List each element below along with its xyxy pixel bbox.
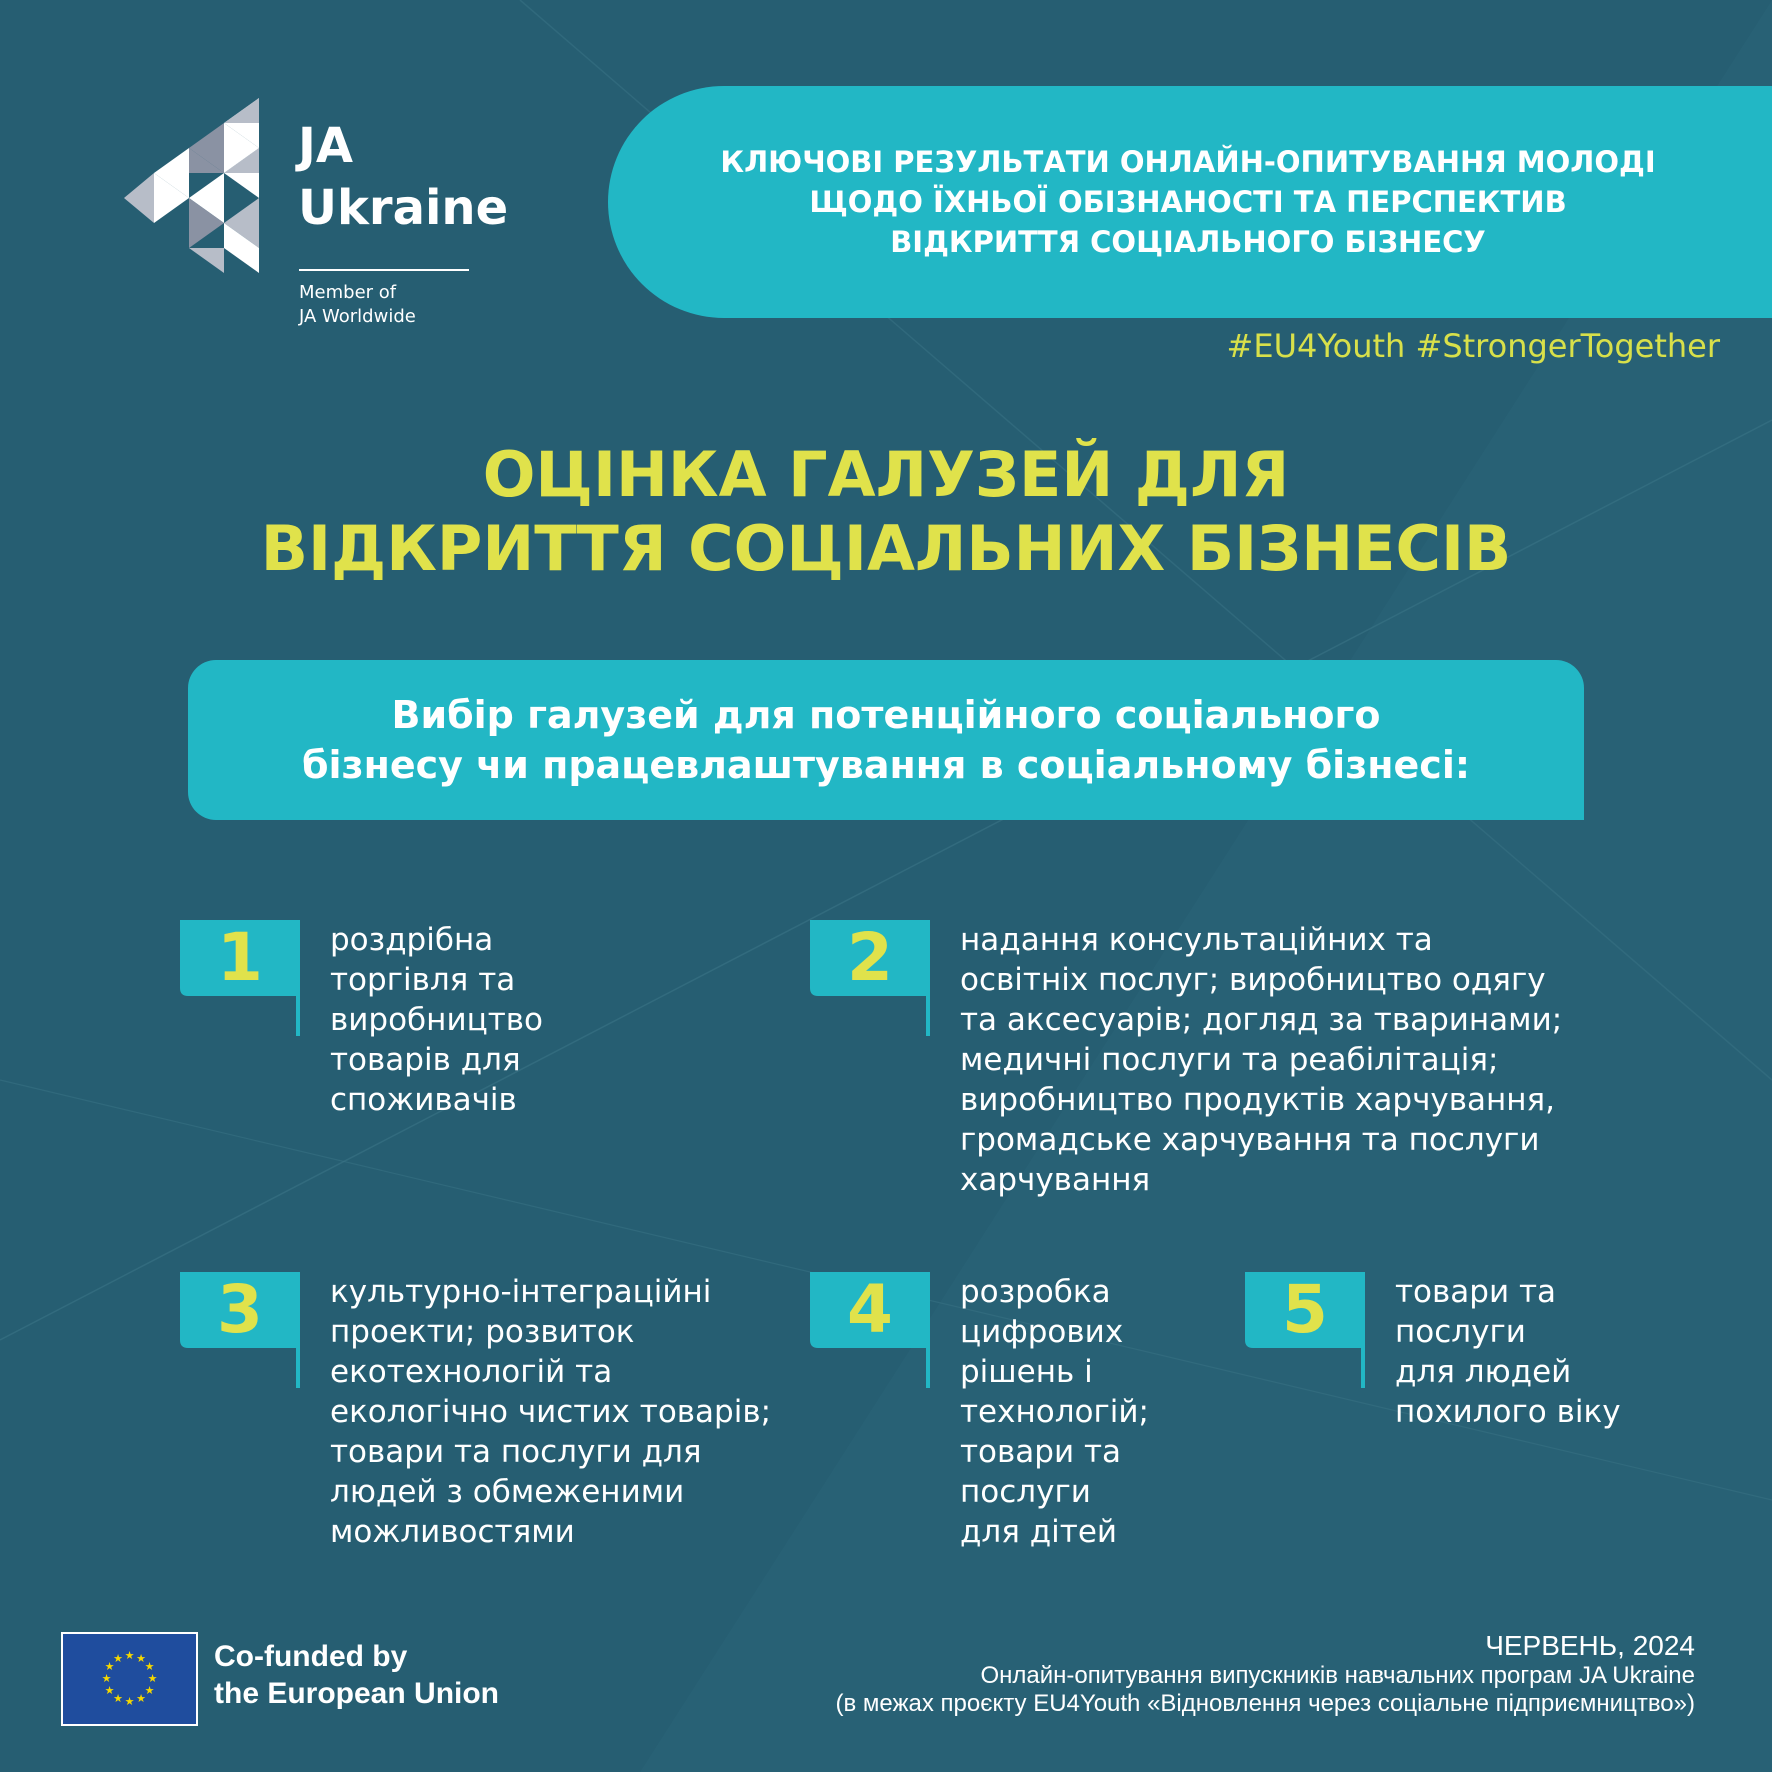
item-text-line: послуги [1395, 1314, 1526, 1350]
subtitle-line: бізнесу чи працевлаштування в соціальному бізнесі: [301, 743, 1471, 787]
logo-name-line2: Ukraine [298, 180, 509, 236]
header-title-pill [608, 86, 1772, 318]
header-title-line: КЛЮЧОВІ РЕЗУЛЬТАТИ ОНЛАЙН-ОПИТУВАННЯ МОЛОДІ [720, 145, 1656, 179]
item-text-line: виробництво [330, 1002, 543, 1038]
main-title-line: ВІДКРИТТЯ СОЦІАЛЬНИХ БІЗНЕСІВ [260, 512, 1512, 585]
item-text-line: послуги [960, 1474, 1091, 1510]
item-number: 3 [217, 1271, 263, 1348]
logo-member-line1: Member of [299, 282, 397, 303]
item-text [960, 920, 1660, 1200]
item-text [330, 1272, 810, 1552]
number-flag [810, 1272, 930, 1388]
eu-cofunded-text [214, 1638, 499, 1712]
item-text-line: надання консультаційних та [960, 922, 1433, 958]
header-title [658, 142, 1718, 262]
number-flag [810, 920, 930, 1036]
item-text-line: медичні послуги та реабілітація; [960, 1042, 1499, 1078]
svg-text:★: ★ [101, 1672, 112, 1685]
svg-text:★: ★ [144, 1660, 155, 1673]
svg-text:★: ★ [113, 1692, 123, 1705]
svg-text:★: ★ [147, 1672, 158, 1685]
item-text-line: громадське харчування та послуги [960, 1122, 1540, 1158]
item-number: 4 [847, 1271, 893, 1348]
item-text-line: цифрових [960, 1314, 1124, 1350]
item-text-line: виробництво продуктів харчування, [960, 1082, 1556, 1118]
item-text-line: технологій; [960, 1394, 1149, 1430]
svg-text:★: ★ [124, 1649, 135, 1662]
main-title [0, 438, 1772, 586]
ja-ukraine-logo-icon [124, 98, 264, 273]
item-text-line: харчування [960, 1162, 1151, 1198]
item-text-line: культурно-інтеграційні [330, 1274, 712, 1310]
svg-text:★: ★ [136, 1652, 146, 1665]
footer-date: ЧЕРВЕНЬ, 2024 [1485, 1630, 1695, 1661]
number-flag [180, 1272, 300, 1388]
footer-source [836, 1630, 1696, 1718]
number-flag [180, 920, 300, 1036]
eu-flag-icon [61, 1632, 198, 1726]
footer-source-line1: Онлайн-опитування випускників навчальних програм JA Ukraine [980, 1662, 1695, 1689]
item-text-line: споживачів [330, 1082, 517, 1118]
svg-text:★: ★ [124, 1695, 135, 1708]
item-number: 1 [217, 919, 263, 996]
item-text-line: роздрібна [330, 922, 494, 958]
item-text [960, 1272, 1190, 1552]
item-text-line: товари та [960, 1434, 1122, 1470]
item-text-line: екотехнологій та [330, 1354, 613, 1390]
main-title-line: ОЦІНКА ГАЛУЗЕЙ ДЛЯ [482, 438, 1290, 511]
logo-member-line2: JA Worldwide [299, 306, 416, 327]
svg-text:★: ★ [136, 1692, 146, 1705]
subtitle-box [188, 660, 1584, 820]
item-text-line: похилого віку [1395, 1394, 1621, 1430]
footer-source-line2: (в межах проєкту EU4Youth «Відновлення через соціальне підприємництво») [835, 1690, 1695, 1717]
subtitle-line: Вибір галузей для потенційного соціального [391, 693, 1381, 737]
svg-text:★: ★ [104, 1684, 115, 1697]
logo-name-line1: JA [298, 118, 354, 174]
item-text [330, 920, 620, 1120]
item-text [1395, 1272, 1655, 1432]
logo-member-text [299, 281, 539, 329]
item-text-line: для дітей [960, 1514, 1118, 1550]
header-title-line: ЩОДО ЇХНЬОЇ ОБІЗНАНОСТІ ТА ПЕРСПЕКТИВ [809, 185, 1567, 219]
svg-text:★: ★ [104, 1660, 115, 1673]
item-text-line: розробка [960, 1274, 1111, 1310]
number-flag [1245, 1272, 1365, 1388]
item-number: 5 [1282, 1271, 1328, 1348]
item-text-line: людей з обмеженими [330, 1474, 685, 1510]
item-text-line: товарів для [330, 1042, 521, 1078]
item-number: 2 [847, 919, 893, 996]
item-text-line: можливостями [330, 1514, 575, 1550]
item-text-line: освітніх послуг; виробництво одягу [960, 962, 1546, 998]
ja-ukraine-logo [124, 98, 544, 338]
item-text-line: екологічно чистих товарів; [330, 1394, 772, 1430]
svg-text:★: ★ [144, 1684, 155, 1697]
item-text-line: та аксесуарів; догляд за тваринами; [960, 1002, 1563, 1038]
eu-text-line1: Co-funded by [214, 1640, 408, 1673]
svg-text:★: ★ [113, 1652, 123, 1665]
subtitle [302, 690, 1470, 790]
item-text-line: для людей [1395, 1354, 1572, 1390]
item-text-line: товари та послуги для [330, 1434, 702, 1470]
item-text-line: товари та [1395, 1274, 1557, 1310]
hashtags: #EU4Youth #StrongerTogether [1226, 327, 1720, 365]
item-text-line: рішень і [960, 1354, 1093, 1390]
item-text-line: торгівля та [330, 962, 516, 998]
eu-text-line2: the European Union [214, 1677, 499, 1710]
item-text-line: проекти; розвиток [330, 1314, 635, 1350]
header-title-line: ВІДКРИТТЯ СОЦІАЛЬНОГО БІЗНЕСУ [890, 225, 1486, 259]
logo-divider [299, 269, 469, 271]
